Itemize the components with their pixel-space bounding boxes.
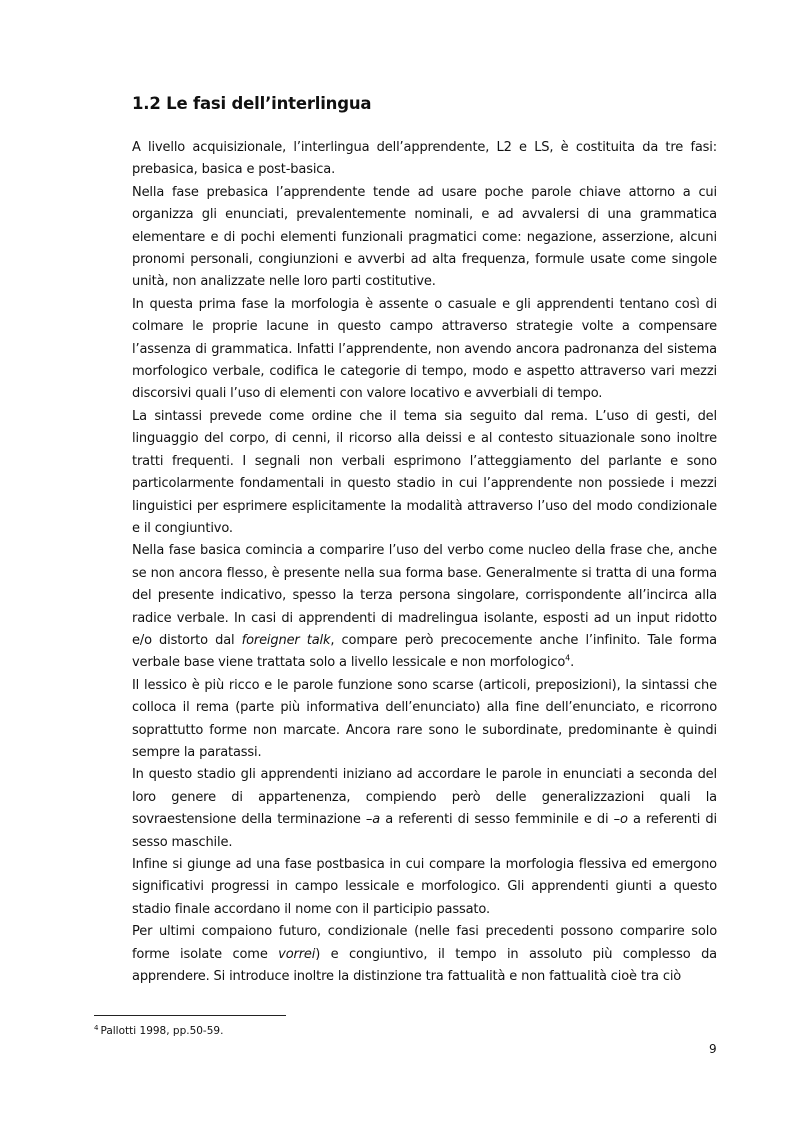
paragraph: In questa prima fase la morfologia è assente o casuale e gli apprendenti tentano così di colmare le proprie lacune in questo campo attraverso strategie volte a compensare l’assenza di grammatica. Infatti l’apprendente, non avendo ancora padronanza del sistema morfologico verbale, codifica le categorie di tempo, modo e aspetto attraverso vari mezzi discorsivi quali l’uso di elementi con valore locativo e avverbiali di tempo. [132,296,717,402]
text-run: a referenti di sesso maschile. [132,812,717,850]
paragraph: La sintassi prevede come ordine che il tema sia seguito dal rema. L’uso di gesti, del linguaggio del corpo, di cenni, il ricorso alla deissi e al contesto situazionale sono inoltre tratti frequenti. I segnali non verbali esprimono l’atteggiamento del parlante e sono particolarmente fondamentali in questo stadio in cui l’apprendente non possiede i mezzi linguistici per esprimere esplicitamente la modalità attraverso l’uso del modo condizionale e il congiuntivo. [132,408,717,536]
footnote [94,1025,223,1037]
footnote-reference: 4 [565,654,571,664]
text-run: Nella fase basica comincia a comparire l’uso del verbo come nucleo della frase che, anche se non ancora flesso, è presente nella sua forma base. Generalmente si tratta di una forma del presente indicativo, spesso la terza persona singolare, corrispondente all’incirca alla radice verbale. In casi di apprendenti di madrelingua isolante, esposti ad un input ridotto e/o distorto dal [132,543,717,648]
paragraph: Il lessico è più ricco e le parole funzione sono scarse (articoli, preposizioni), la sintassi che colloca il rema (parte più informativa dell’enunciato) alla fine dell’enunciato, e ricorrono soprattutto forme non marcate. Ancora rare sono le subordinate, predominante è quindi sempre la paratassi. [132,677,717,760]
footnote-text: Pallotti 1998, pp.50-59. [100,1025,224,1037]
text-run: . [570,655,575,671]
text-run: ) e congiuntivo, il tempo in assoluto più complesso da apprendere. Si introduce inoltre la distinzione tra fattualità e non fattualità cioè tra ciò [132,946,717,985]
text-run: a referenti di sesso femminile e di [380,812,614,828]
paragraph [132,921,717,988]
footnote-separator [94,1015,286,1016]
text-run: Per ultimi compaiono futuro, condizionale (nelle fasi precedenti possono comparire solo forme isolate come [132,924,717,962]
text-run: In questo stadio gli apprendenti iniziano ad accordare le parole in enunciati a seconda del loro genere di appartenenza, compiendo però delle generalizzazioni quali la sovraestensione della terminazione [132,767,717,828]
paragraph [132,764,717,854]
paragraph: Nella fase prebasica l’apprendente tende ad usare poche parole chiave attorno a cui organizza gli enunciati, prevalentemente nominali, e ad avvalersi di una grammatica elementare e di pochi elementi funzionali pragmatici come: negazione, asserzione, alcuni pronomi personali, congiunzioni e avverbi ad alta frequenza, formule usate come singole unità, non analizzate nelle loro parti costitutive. [132,184,717,290]
italic-term: –a [365,812,381,828]
italic-term: –o [613,812,628,828]
italic-term: foreigner talk [241,632,331,648]
paragraph: A livello acquisizionale, l’interlingua dell’apprendente, L2 e LS, è costituita da tre fasi: prebasica, basica e post-basica. [132,140,717,178]
paragraph: Infine si giunge ad una fase postbasica in cui compare la morfologia flessiva ed emergono significativi progressi in campo lessicale e morfologico. Gli apprendenti giunti a questo stadio finale accordano il nome con il participio passato. [132,857,717,917]
text-run: , compare però precocemente anche l’infinito. Tale forma verbale base viene trattata solo a livello lessicale e non morfologico [132,632,717,671]
italic-term: vorrei [278,946,316,962]
page-number: 9 [709,1042,717,1056]
body-text [132,137,717,988]
section-heading: 1.2 Le fasi dell’interlingua [132,94,372,113]
paragraph [132,540,717,674]
footnote-number: 4 [94,1023,99,1032]
